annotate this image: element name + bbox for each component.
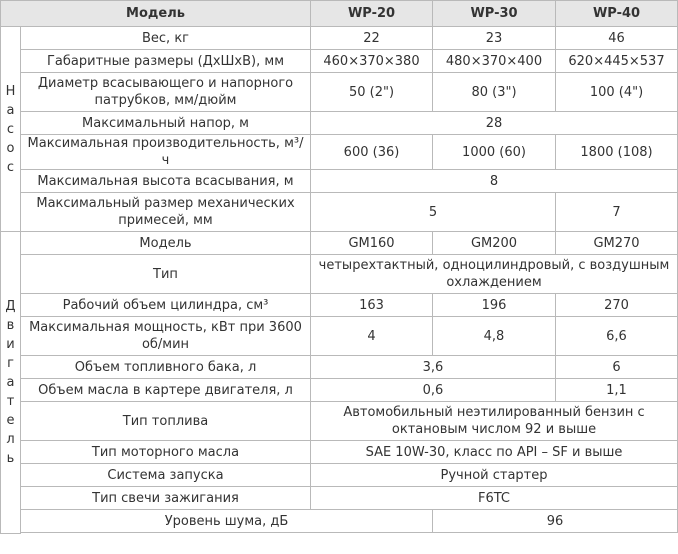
row-start [1, 464, 678, 487]
row-label: Объем топливного бака, л [21, 356, 311, 379]
row-label: Максимальная производительность, м³/ч [21, 135, 311, 170]
group-pump-letter: о [6, 140, 15, 156]
header-model-wp40: WP-40 [556, 1, 678, 27]
cell-value: 46 [556, 27, 678, 50]
cell-value: 163 [311, 294, 433, 317]
cell-value: 480×370×400 [433, 50, 556, 73]
row-spacer [1, 533, 678, 534]
cell-value: GM200 [433, 232, 556, 255]
row-label: Максимальная высота всасывания, м [21, 170, 311, 193]
row-label: Максимальная мощность, кВт при 3600 об/мин [21, 317, 311, 356]
group-engine-letter: г [7, 355, 14, 371]
cell-value: 1000 (60) [433, 135, 556, 170]
group-pump-letter: а [6, 102, 15, 118]
group-engine-letter: ь [6, 450, 15, 466]
cell-value: 23 [433, 27, 556, 50]
header-row [1, 1, 678, 27]
cell-value: GM160 [311, 232, 433, 255]
group-pump [1, 27, 21, 232]
cell-value: 7 [556, 193, 678, 232]
row-label: Габаритные размеры (ДхШхВ), мм [21, 50, 311, 73]
header-model-label: Модель [1, 1, 311, 27]
cell-value: 196 [433, 294, 556, 317]
cell-value-merged: 28 [311, 112, 678, 135]
row-inlet [1, 73, 678, 112]
row-head [1, 112, 678, 135]
row-label: Уровень шума, дБ [21, 510, 433, 533]
row-noise [1, 510, 678, 533]
group-engine-letter: т [6, 393, 15, 409]
row-label: Тип моторного масла [21, 441, 311, 464]
cell-value: 1800 (108) [556, 135, 678, 170]
header-model-wp30: WP-30 [433, 1, 556, 27]
row-power [1, 317, 678, 356]
row-label: Рабочий объем цилиндра, см³ [21, 294, 311, 317]
row-label: Тип свечи зажигания [21, 487, 311, 510]
cell-value: 100 (4") [556, 73, 678, 112]
row-label: Объем масла в картере двигателя, л [21, 379, 311, 402]
row-fuel-type [1, 402, 678, 441]
cell-value-merged: 96 [433, 510, 678, 533]
row-label: Модель [21, 232, 311, 255]
row-suction [1, 170, 678, 193]
cell-value: 80 (3") [433, 73, 556, 112]
row-fuel-tank [1, 356, 678, 379]
cell-value: 460×370×380 [311, 50, 433, 73]
cell-value: 6,6 [556, 317, 678, 356]
row-label: Максимальный напор, м [21, 112, 311, 135]
group-engine-letter: е [6, 412, 15, 428]
group-engine-letter: Д [5, 298, 16, 314]
group-pump-letter: Н [5, 83, 16, 99]
row-dims [1, 50, 678, 73]
group-pump-letter: с [6, 159, 15, 175]
cell-value: 620×445×537 [556, 50, 678, 73]
cell-value: 22 [311, 27, 433, 50]
group-pump-letter: с [6, 121, 15, 137]
cell-value-merged: SAE 10W-30, класс по API – SF и выше [311, 441, 678, 464]
row-label: Тип топлива [21, 402, 311, 441]
group-engine-letter: л [6, 431, 15, 447]
cell-value-merged: 3,6 [311, 356, 556, 379]
row-oil-volume [1, 379, 678, 402]
cell-value: 4 [311, 317, 433, 356]
cell-value: 270 [556, 294, 678, 317]
row-flow [1, 135, 678, 170]
row-plug [1, 487, 678, 510]
group-engine [1, 232, 21, 534]
cell-value-merged: Ручной стартер [311, 464, 678, 487]
row-label: Максимальный размер механических примесей, мм [21, 193, 311, 232]
group-engine-letter: а [6, 374, 15, 390]
row-label: Вес, кг [21, 27, 311, 50]
row-label: Диаметр всасывающего и напорного патрубков, мм/дюйм [21, 73, 311, 112]
group-engine-letter: в [6, 317, 15, 333]
cell-value: 4,8 [433, 317, 556, 356]
cell-value-merged: 5 [311, 193, 556, 232]
row-engine-model [1, 232, 678, 255]
row-displacement [1, 294, 678, 317]
cell-value: GM270 [556, 232, 678, 255]
cell-value: 6 [556, 356, 678, 379]
cell-value-merged: F6TC [311, 487, 678, 510]
cell-value: 50 (2") [311, 73, 433, 112]
row-weight [1, 27, 678, 50]
cell-value: 1,1 [556, 379, 678, 402]
header-model-wp20: WP-20 [311, 1, 433, 27]
cell-value-merged: четырехтактный, одноцилиндровый, с воздушным охлаждением [311, 255, 678, 294]
row-oil-type [1, 441, 678, 464]
row-label: Тип [21, 255, 311, 294]
cell-value-merged: 0,6 [311, 379, 556, 402]
group-engine-letter: и [6, 336, 15, 352]
row-engine-type [1, 255, 678, 294]
cell-value-merged: 8 [311, 170, 678, 193]
cell-value-merged: Автомобильный неэтилированный бензин с октановым числом 92 и выше [311, 402, 678, 441]
row-particle [1, 193, 678, 232]
cell-value: 600 (36) [311, 135, 433, 170]
row-label: Система запуска [21, 464, 311, 487]
